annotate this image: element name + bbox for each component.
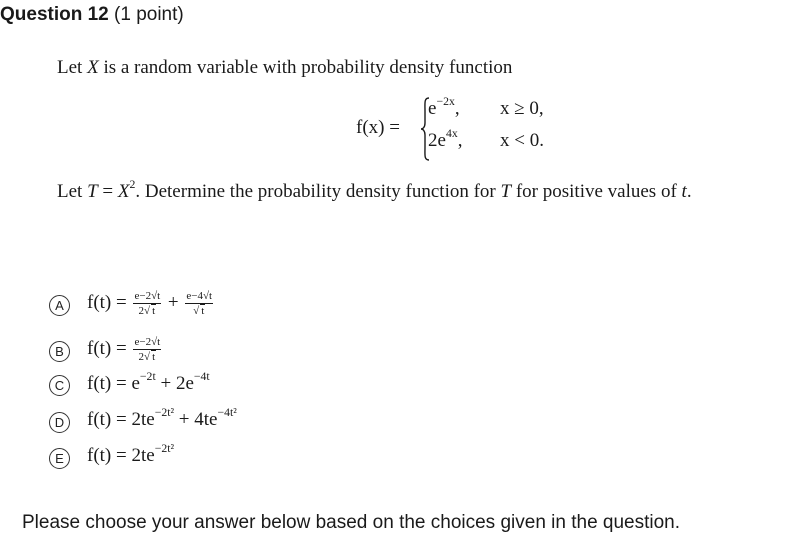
question-task: Let $T = X^2$. Determine the probability density function for T for positive values of t. xyxy=(57,178,692,202)
question-title: Question 12 xyxy=(0,4,109,25)
piecewise-density xyxy=(356,97,566,163)
option-a-fraction-2: $\frac{e-4√t}{√ t}$ xyxy=(186,290,213,318)
question-points: (1 point) xyxy=(114,4,184,25)
option-a-fraction-1: $\frac{e-2√t}{2√ t}$ xyxy=(134,290,161,318)
option-e-radio[interactable]: E xyxy=(49,448,70,469)
question-header xyxy=(0,4,184,26)
option-c-expression: $f(t) = e^{-2t} + 2e^{-4t}$ xyxy=(87,370,210,394)
answer-option-b[interactable] xyxy=(49,334,329,366)
option-b-radio[interactable]: B xyxy=(49,341,70,362)
case1-condition: x ≥ 0, xyxy=(500,98,544,119)
option-b-expression: f(t) = $\frac{e-2√t}{2√ t}$ xyxy=(87,336,161,364)
option-a-expression: f(t) = $\frac{e-2√t}{2√ t}$ + $\frac{e-4√t}{√ t}$ xyxy=(87,290,213,318)
case1-expression: $e^{-2x}$, xyxy=(428,95,460,119)
answer-instructions: Please choose your answer below based on the choices given in the question. xyxy=(22,512,681,533)
option-d-radio[interactable]: D xyxy=(49,412,70,433)
answer-option-c[interactable] xyxy=(49,370,329,405)
density-lhs: f(x) = xyxy=(356,117,400,138)
option-d-expression: $f(t) = 2te^{-2t^2} + 4te^{-4t^2}$ xyxy=(87,406,237,430)
question-intro: Let X is a random variable with probability density function xyxy=(57,57,513,78)
option-b-fraction: $\frac{e-2√t}{2√ t}$ xyxy=(134,336,161,364)
case2-expression: $2e^{4x}$, xyxy=(428,127,463,151)
case2-condition: x < 0. xyxy=(500,130,544,151)
answer-option-d[interactable] xyxy=(49,406,329,441)
option-e-expression: $f(t) = 2te^{-2t^2}$ xyxy=(87,442,175,466)
option-c-radio[interactable]: C xyxy=(49,375,70,396)
option-a-radio[interactable]: A xyxy=(49,295,70,316)
answer-option-e[interactable] xyxy=(49,442,329,477)
answer-option-a[interactable] xyxy=(49,288,329,320)
